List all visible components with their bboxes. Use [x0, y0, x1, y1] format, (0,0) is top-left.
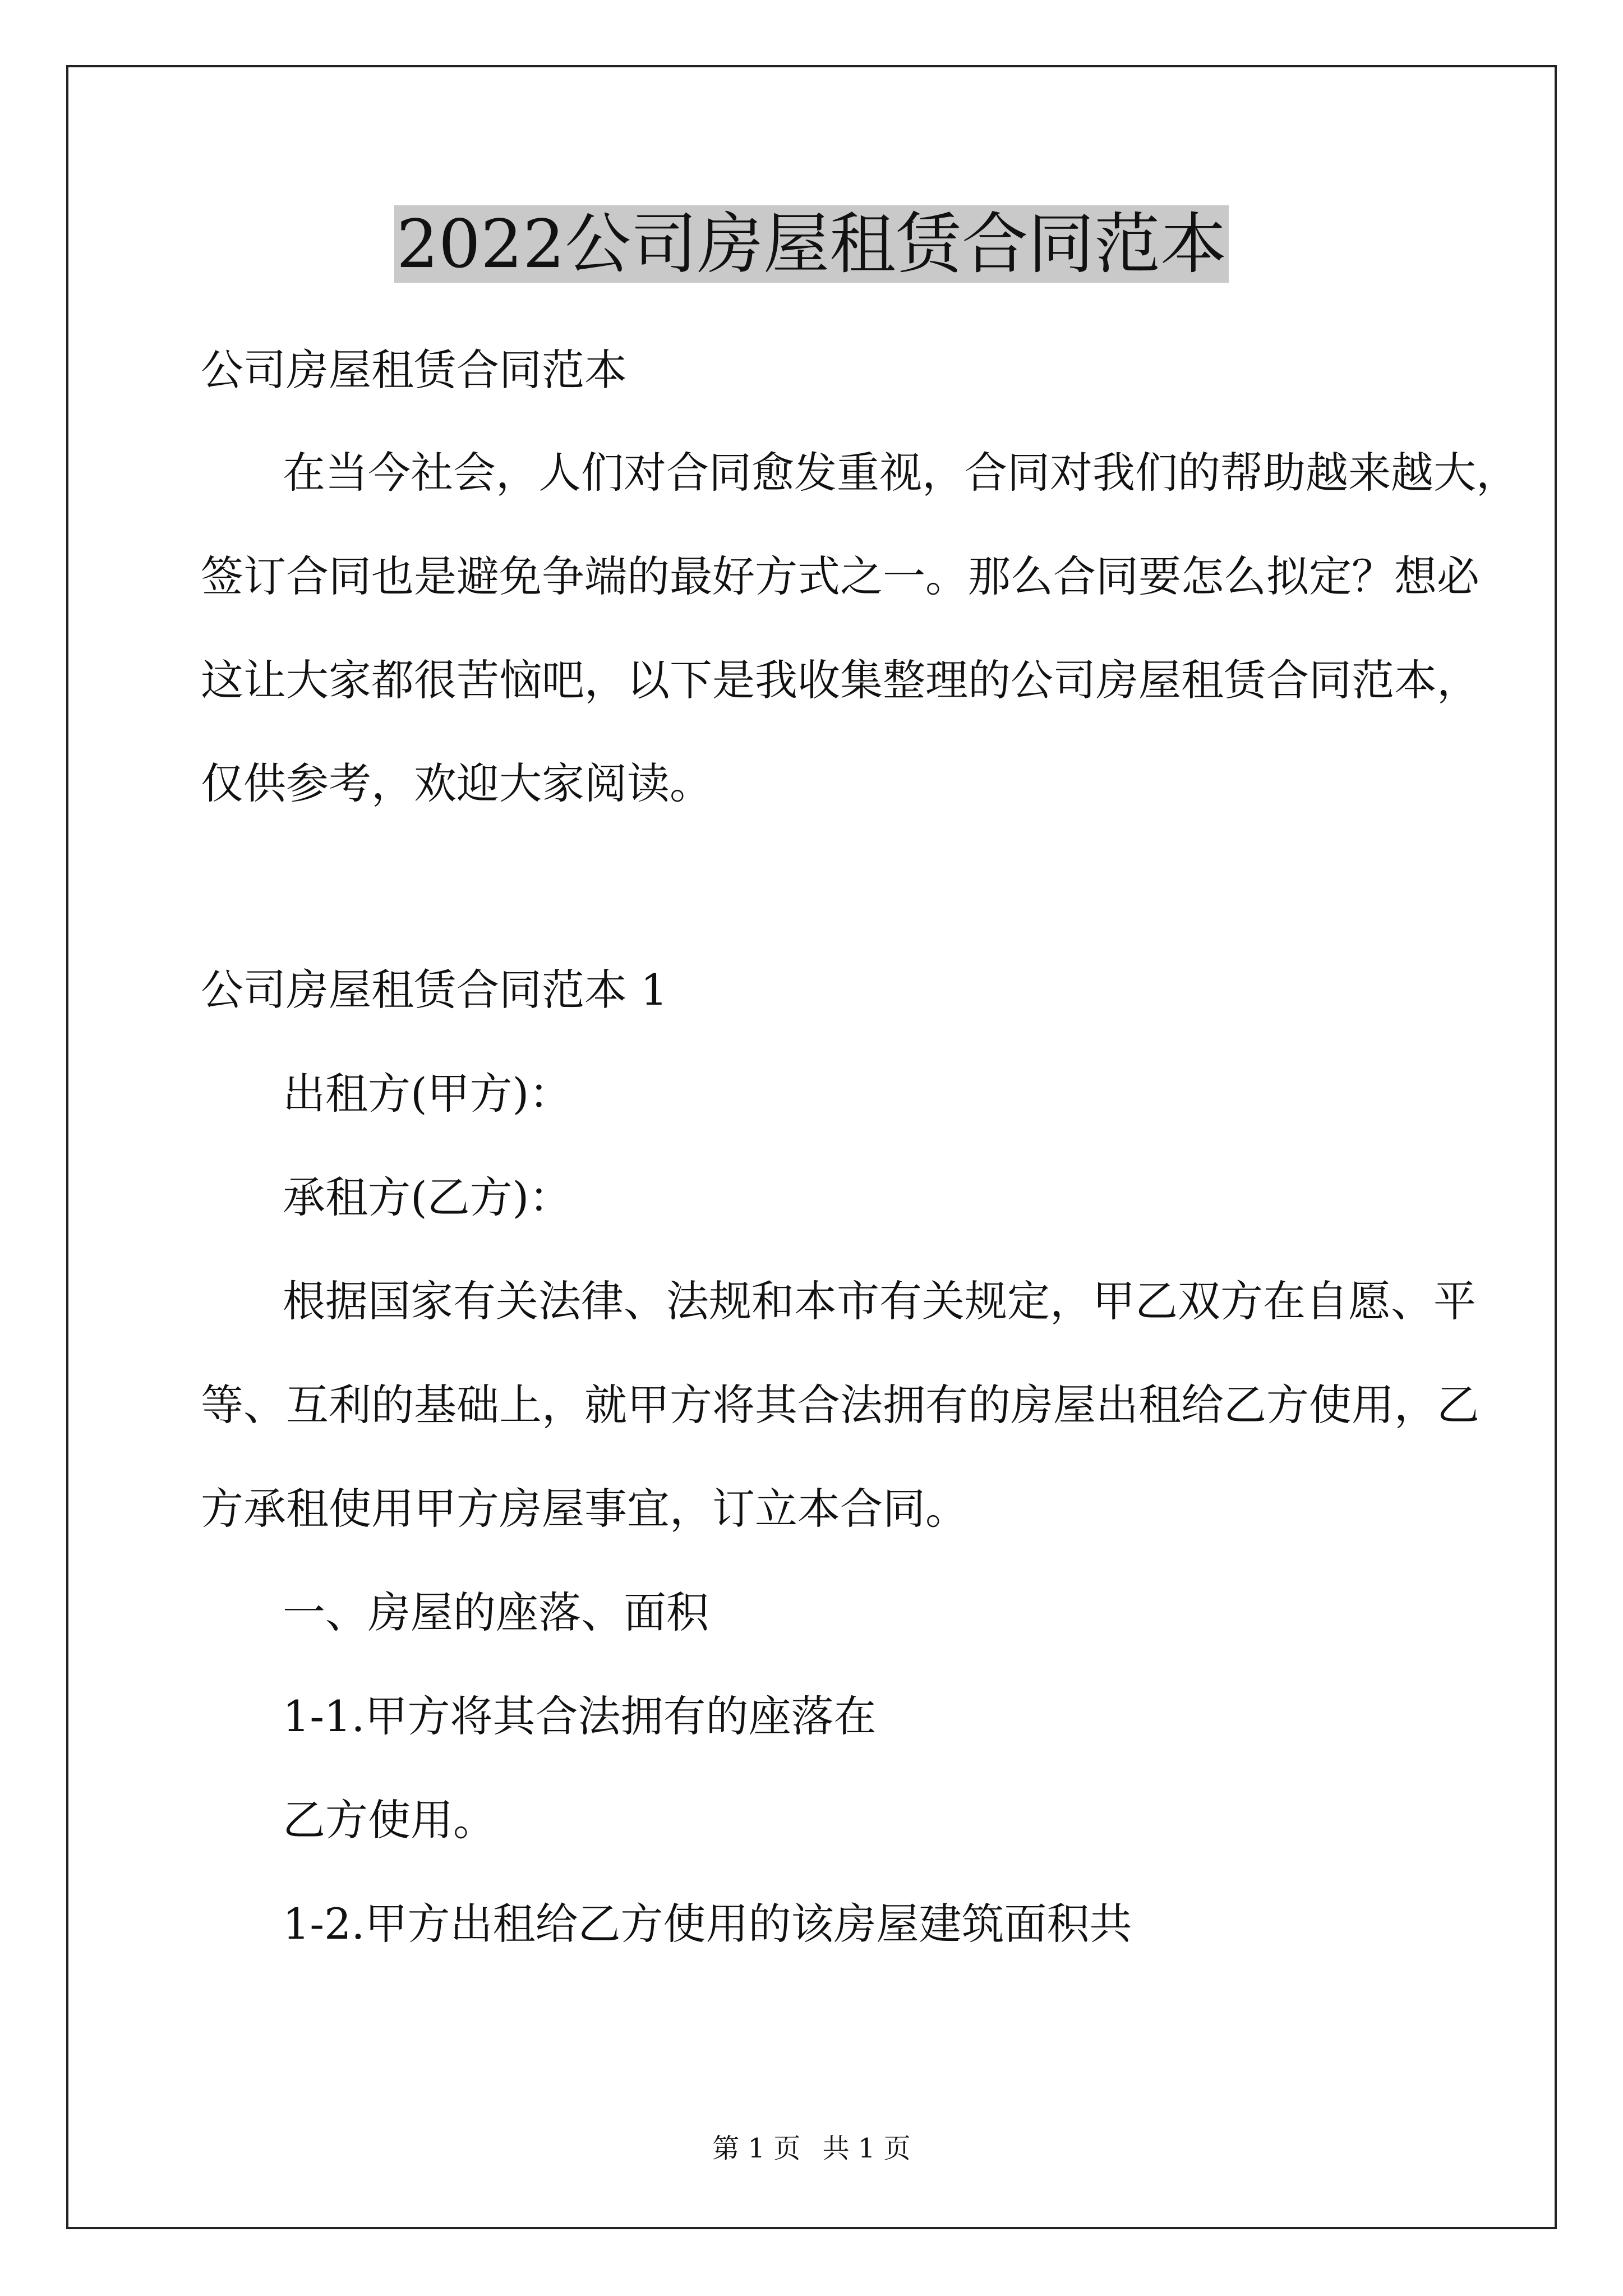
clause-item: 1-2.甲方出租给乙方使用的该房屋建筑面积共	[283, 1899, 1132, 1949]
page-number: 第 1 页	[712, 2133, 801, 2164]
document-title	[0, 202, 1623, 286]
body-line: 仅供参考，欢迎大家阅读。	[201, 758, 712, 808]
body-line: 公司房屋租赁合同范本	[201, 345, 627, 395]
body-line: 在当今社会，人们对合同愈发重视，合同对我们的帮助越来越大，	[283, 448, 1519, 498]
body-line: 这让大家都很苦恼吧，以下是我收集整理的公司房屋租赁合同范本，	[201, 655, 1479, 705]
clause-heading: 一、房屋的座落、面积	[283, 1588, 709, 1637]
section-heading: 公司房屋租赁合同范本 1	[201, 965, 668, 1015]
clause-item: 1-1.甲方将其合法拥有的座落在	[283, 1691, 877, 1741]
body-line: 根据国家有关法律、法规和本市有关规定，甲乙双方在自愿、平	[283, 1276, 1476, 1326]
body-line: 方承租使用甲方房屋事宜，订立本合同。	[201, 1484, 968, 1534]
page-footer	[0, 2132, 1623, 2165]
document-title-text: 2022公司房屋租赁合同范本	[394, 205, 1229, 283]
page-total: 共 1 页	[822, 2133, 911, 2164]
clause-item: 乙方使用。	[283, 1795, 496, 1845]
party-a-line: 出租方(甲方)：	[283, 1069, 572, 1119]
body-line: 签订合同也是避免争端的最好方式之一。那么合同要怎么拟定？想必	[201, 551, 1479, 601]
body-line: 等、互利的基础上，就甲方将其合法拥有的房屋出租给乙方使用，乙	[201, 1380, 1479, 1430]
party-b-line: 承租方(乙方)：	[283, 1172, 572, 1222]
